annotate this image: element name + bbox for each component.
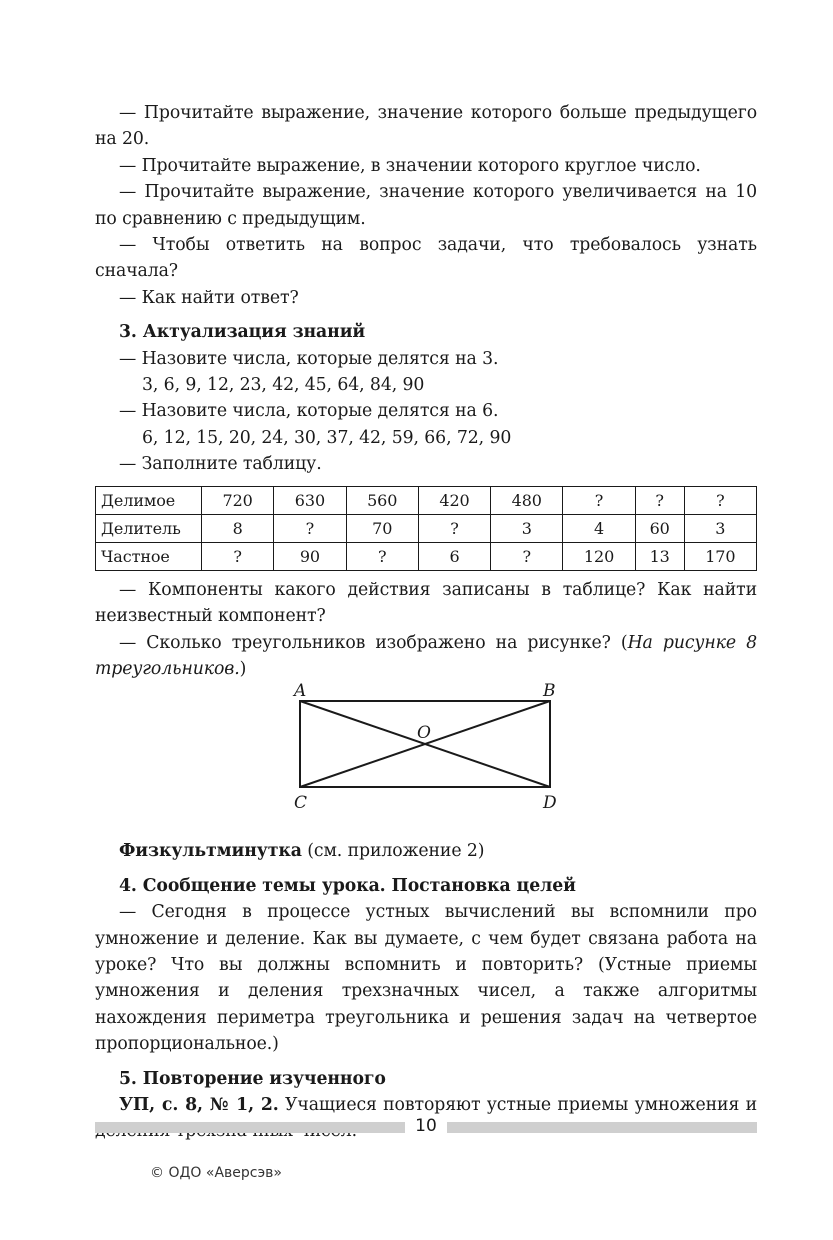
vertex-label-d: D [543,793,557,814]
text-line: — Чтобы ответить на вопрос задачи, что требовалось узнать сначала? [95,235,757,282]
section-4-heading: 4. Сообщение темы урока. Постановка целей [119,875,576,896]
fizkult-ref: (см. приложение 2) [301,841,485,862]
table-cell: ? [635,486,684,514]
table-cell: 560 [346,486,418,514]
table-cell: 6 [418,542,490,570]
table-cell: 120 [563,542,635,570]
page-content [95,100,757,1145]
table-cell: 480 [491,486,563,514]
numbers-list-2: 6, 12, 15, 20, 24, 30, 37, 42, 59, 66, 72, 90 [142,427,512,448]
question-text: — Сколько треугольников изображено на рисунке? ( [119,632,628,653]
text-line: — Прочитайте выражение, значение которого увеличивается на 10 по сравнению с предыдущим. [95,182,757,229]
vertex-label-c: C [294,793,307,814]
table-cell: 170 [684,542,756,570]
table-cell: ? [418,514,490,542]
copyright-notice: © ОДО «Аверсэв» [150,1165,282,1181]
page-number [95,1116,757,1136]
center-label-o: O [417,723,431,744]
table-cell: ? [202,542,274,570]
table-cell: ? [491,542,563,570]
row-label: Делимое [96,486,202,514]
table-cell: ? [346,542,418,570]
section-5-body: Учащиеся повторяют устные приемы умножения и [285,1094,758,1115]
question-div-6: — Назовите числа, которые делятся на 6. [119,401,499,422]
question-components: — Компоненты какого действия записаны в таблице? Как найти неизвестный компонент? [95,579,757,627]
text-line: — Прочитайте выражение, значение которого больше предыдущего на 20. [95,103,757,150]
table-cell: 70 [346,514,418,542]
table-cell: 3 [491,514,563,542]
division-table [95,486,757,571]
textbook-reference: УП, с. 8, № 1, 2. [119,1094,279,1115]
table-cell: 630 [274,486,346,514]
table-cell: 90 [274,542,346,570]
table-cell: 3 [684,514,756,542]
question-close: ) [239,658,247,679]
rectangle-diagonals-svg [95,684,757,834]
page-footer [95,1118,757,1138]
table-cell: ? [684,486,756,514]
page-number-text: 10 [409,1116,443,1136]
table-cell: 720 [202,486,274,514]
question-triangles [95,630,757,683]
table-cell: 420 [418,486,490,514]
table-cell: 60 [635,514,684,542]
section-5-heading: 5. Повторение изученного [119,1068,386,1089]
table-row [96,486,757,514]
section-4-text: — Сегодня в процессе устных вычислений вы вспомнили про умножение и деление. Как вы думаете, с чем будет связана работа на уроке? Что вы должны вспомнить и повторить? (Устные приемы умножения и деления трехзначных чисел, а также алгоритмы нахождения периметра треугольника и решения задач на четвертое пропорциональное.) [95,902,757,1055]
vertex-label-a: A [294,681,307,702]
fizkult-title: Физкультминутка [119,841,302,862]
question-div-3: — Назовите числа, которые делятся на 3. [119,348,499,369]
table-cell: ? [563,486,635,514]
vertex-label-b: B [543,681,556,702]
fizkult-line [95,838,757,864]
text-line: — Как найти ответ? [119,287,299,308]
numbers-list-1: 3, 6, 9, 12, 23, 42, 45, 64, 84, 90 [142,375,425,396]
row-label: Делитель [96,514,202,542]
table-cell: 8 [202,514,274,542]
rectangle-figure [95,681,757,834]
table-row [96,514,757,542]
table-cell: 13 [635,542,684,570]
row-label: Частное [96,542,202,570]
text-line: — Прочитайте выражение, в значении которого круглое число. [119,155,701,176]
table-cell: ? [274,514,346,542]
answer-italic: На рисунке 8 треугольников. [95,632,757,679]
section-3-heading: 3. Актуализация знаний [119,322,366,343]
table-row [96,542,757,570]
question-fill-table: — Заполните таблицу. [119,454,322,475]
table-cell: 4 [563,514,635,542]
